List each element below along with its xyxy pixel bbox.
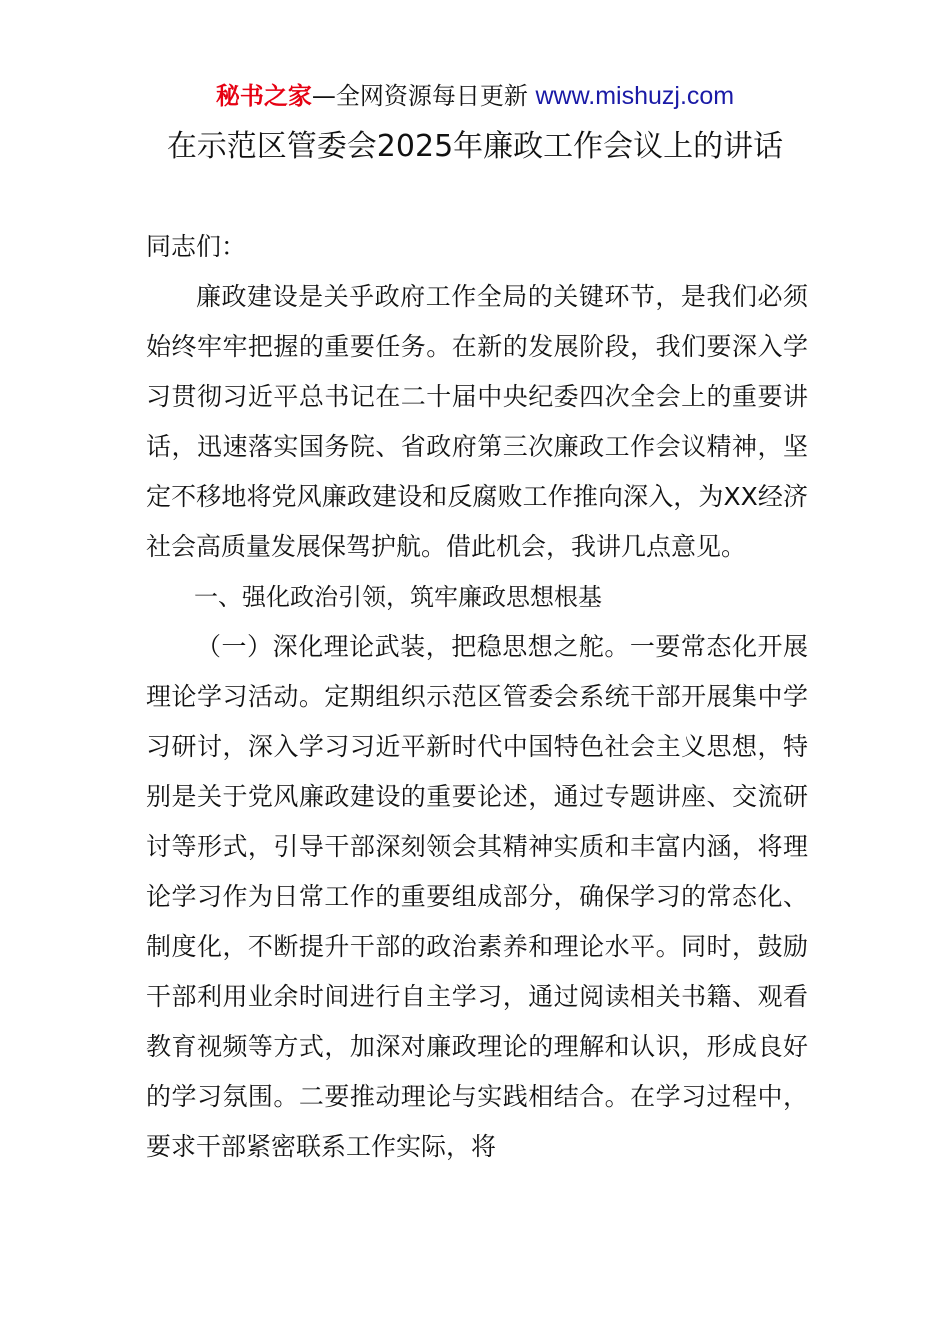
section-heading: 一、强化政治引领，筑牢廉政思想根基 [194,583,602,611]
site-link[interactable]: www.mishuzj.com [535,82,735,110]
salutation: 同志们： [146,232,247,261]
watermark-header [0,80,950,112]
section-paragraph: （一）深化理论武装，把稳思想之舵。一要常态化开展理论学习活动。定期组织示范区管委会系统干部开展集中学习研讨，深入学习习近平新时代中国特色社会主义思想，特别是关于党风廉政建设的重要论述，通过专题讲座、交流研讨等形式，引导干部深刻领会其精神实质和丰富内涵，将理论学习作为日常工作的重要组成部分，确保学习的常态化、制度化，不断提升干部的政治素养和理论水平。同时，鼓励干部利用业余时间进行自主学习，通过阅读相关书籍、观看教育视频等方式，加深对廉政理论的理解和认识，形成良好的学习氛围。二要推动理论与实践相结合。在学习过程中，要求干部紧密联系工作实际，将 [146,632,808,1161]
brand-tagline: —全网资源每日更新 [311,82,528,110]
brand-name: 秘书之家 [215,82,312,110]
intro-paragraph: 廉政建设是关乎政府工作全局的关键环节，是我们必须始终牢牢把握的重要任务。在新的发展阶段，我们要深入学习贯彻习近平总书记在二十届中央纪委四次全会上的重要讲话，迅速落实国务院、省政府第三次廉政工作会议精神，坚定不移地将党风廉政建设和反腐败工作推向深入，为XX经济社会高质量发展保驾护航。借此机会，我讲几点意见。 [146,282,808,561]
document-body [146,222,808,1172]
document-title: 在示范区管委会2025年廉政工作会议上的讲话 [166,129,784,164]
